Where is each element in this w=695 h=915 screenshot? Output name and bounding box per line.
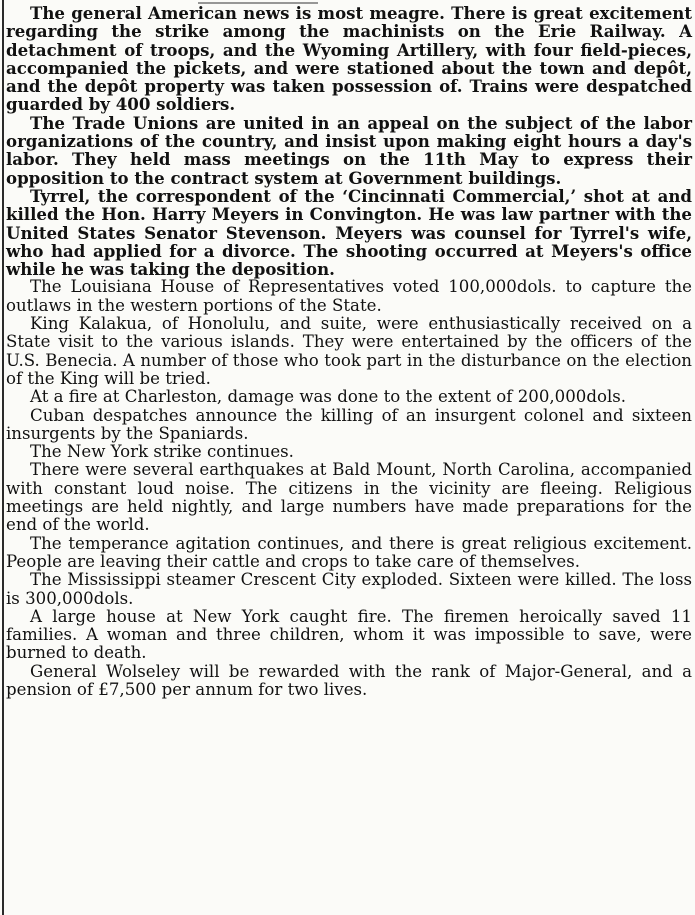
paragraph-steamer-explosion: The Mississippi steamer Crescent City exploded. Sixteen were killed. The loss is 300,000dols. <box>6 570 692 608</box>
column-rule <box>2 0 4 915</box>
article-column <box>6 4 692 699</box>
paragraph-wolseley: General Wolseley will be rewarded with the rank of Major-General, and a pension of £7,500 per annum for two lives. <box>6 661 692 699</box>
paragraph-charleston-fire: At a fire at Charleston, damage was done to the extent of 200,000dols. <box>30 387 627 407</box>
paragraph-new-york-strike: The New York strike continues. <box>30 442 294 462</box>
paragraph-trade-unions: The Trade Unions are united in an appeal on the subject of the labor organizations of the country, and insist upon making eight hours a day's labor. They held mass meetings on the 11th May to express their opposition to the contract system at Government buildings. <box>6 112 692 188</box>
paragraph-temperance: The temperance agitation continues, and there is great religious excitement. People are leaving their cattle and crops to take care of themselves. <box>6 533 692 571</box>
paragraph-king-kalakua: King Kalakua, of Honolulu, and suite, were enthusiastically received on a State visit to the various islands. They were entertained by the officers of the U.S. Benecia. A number of those who took part in the disturbance on the election of the King will be tried. <box>6 314 692 388</box>
paragraph-american-news: The general American news is most meagre. There is great excitement regarding the strike among the machinists on the Erie Railway. A detachment of troops, and the Wyoming Artillery, with four field-pieces, accompanied the pickets, and were stationed about the town and depôt, and the depôt property was taken possession of. Trains were despatched guarded by 400 soldiers. <box>6 3 692 115</box>
paragraph-louisiana: The Louisiana House of Representatives voted 100,000dols. to capture the outlaws in the western portions of the State. <box>6 277 692 315</box>
paragraph-tyrrel-shooting: Tyrrel, the correspondent of the ‘Cincinnati Commercial,’ shot at and killed the Hon. Harry Meyers in Convington. He was law partner with the United States Senator Stevenson. Meyers was counsel for Tyrrel's wife, who had applied for a divorce. The shooting occurred at Meyers's office while he was taking the deposition. <box>6 185 692 280</box>
paragraph-new-york-fire: A large house at New York caught fire. The firemen heroically saved 11 families. A woman and three children, whom it was impossible to save, were burned to death. <box>6 606 692 663</box>
paragraph-cuban-despatches: Cuban despatches announce the killing of an insurgent colonel and sixteen insurgents by the Spaniards. <box>6 405 692 443</box>
paragraph-earthquakes: There were several earthquakes at Bald Mount, North Carolina, accompanied with constant loud noise. The citizens in the vicinity are fleeing. Religious meetings are held nightly, and large numbers have made preparations for the end of the world. <box>6 460 692 535</box>
